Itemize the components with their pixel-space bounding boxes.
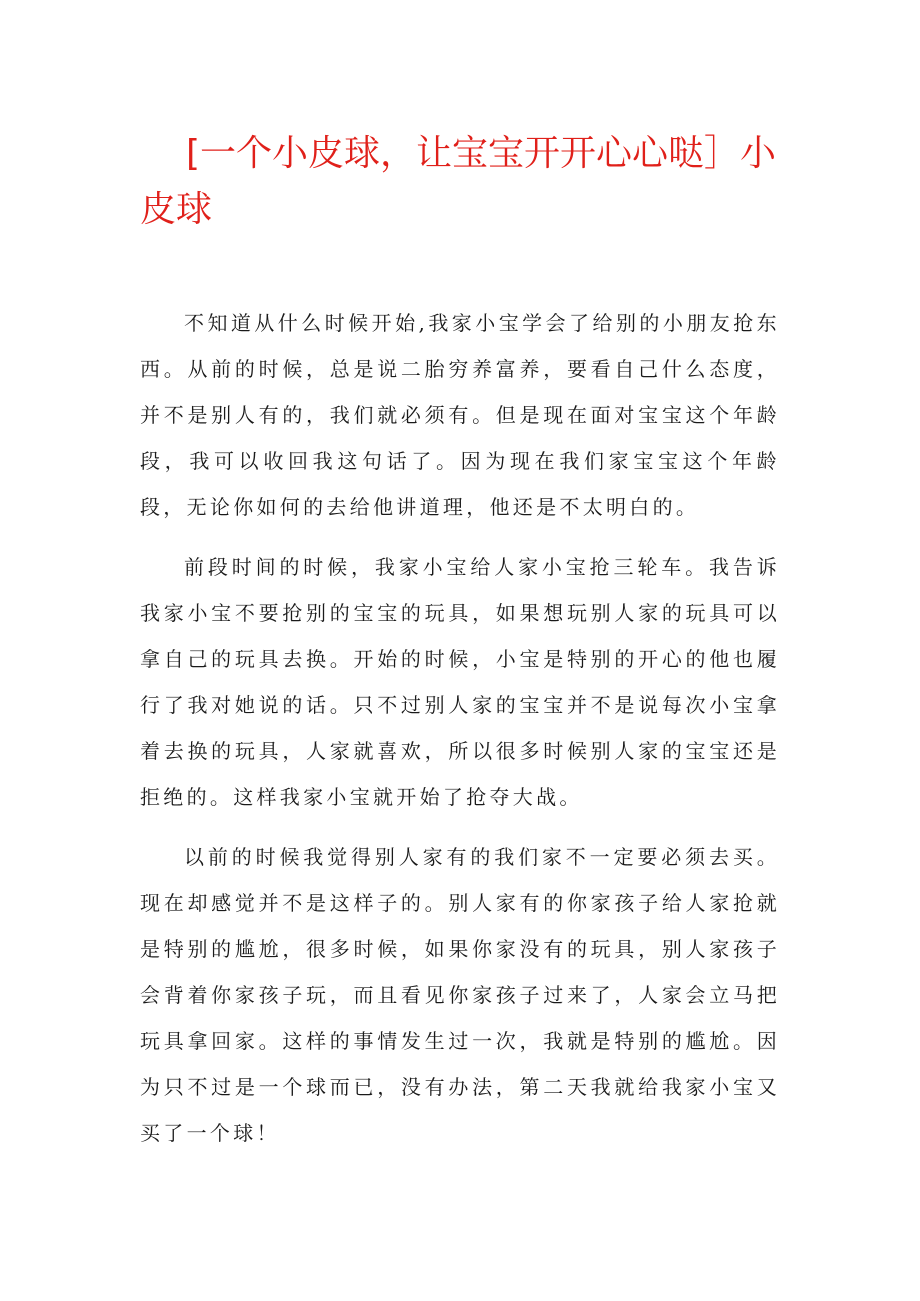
document-body <box>140 300 780 1170</box>
paragraph-2: 前段时间的时候，我家小宝给人家小宝抢三轮车。我告诉我家小宝不要抢别的宝宝的玩具，如果想玩别人家的玩具可以拿自己的玩具去换。开始的时候，小宝是特别的开心的他也履行了我对她说的话。只不过别人家的宝宝并不是说每次小宝拿着去换的玩具，人家就喜欢，所以很多时候别人家的宝宝还是拒绝的。这样我家小宝就开始了抢夺大战。 <box>140 555 780 809</box>
paragraph-3: 以前的时候我觉得别人家有的我们家不一定要必须去买。现在却感觉并不是这样子的。别人家有的你家孩子给人家抢就是特别的尴尬，很多时候，如果你家没有的玩具，别人家孩子会背着你家孩子玩，而且看见你家孩子过来了，人家会立马把玩具拿回家。这样的事情发生过一次，我就是特别的尴尬。因为只不过是一个球而已，没有办法，第二天我就给我家小宝又买了一个球！ <box>140 845 780 1145</box>
document-title: [一个小皮球，让宝宝开开心心哒］小皮球 <box>140 133 777 230</box>
paragraph-1: 不知道从什么时候开始,我家小宝学会了给别的小朋友抢东西。从前的时候，总是说二胎穷养富养，要看自己什么态度，并不是别人有的，我们就必须有。但是现在面对宝宝这个年龄段，我可以收回我这句话了。因为现在我们家宝宝这个年龄段，无论你如何的去给他讲道理，他还是不太明白的。 <box>140 311 780 519</box>
